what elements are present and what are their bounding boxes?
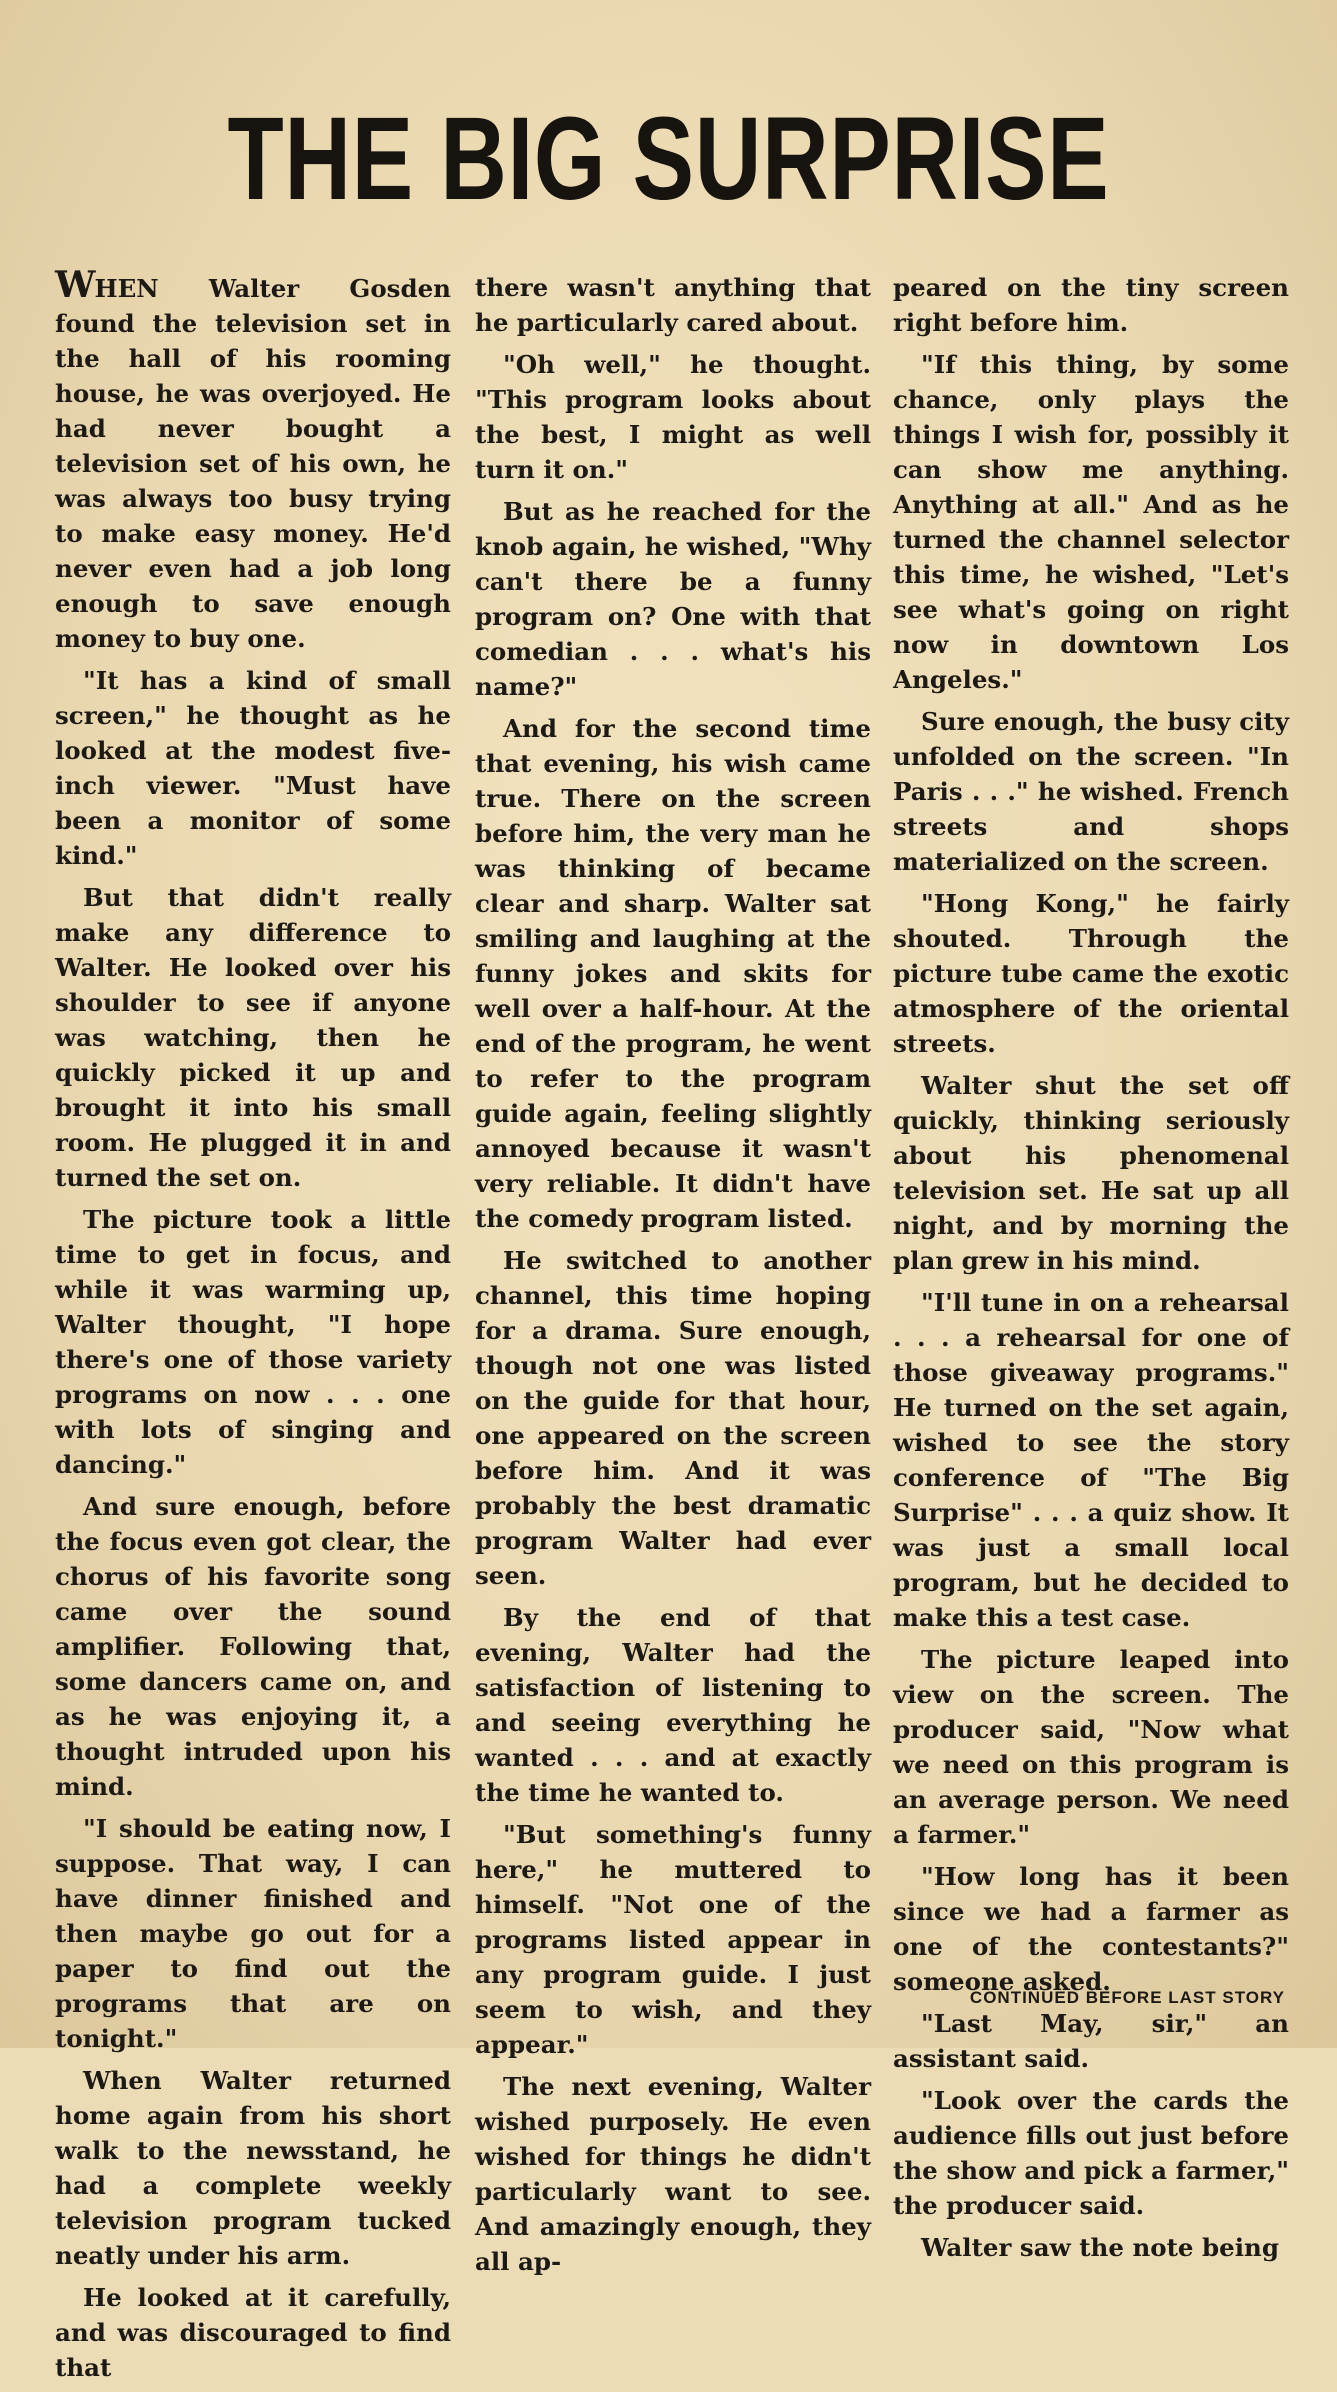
paragraph: WHEN Walter Gosden found the television set in the hall of his rooming house, he was overjoyed. He had never bought a television set of his own, he was always too busy trying to make easy money. He'd never even had a job long enough to save enough money to buy one.: [55, 264, 451, 653]
paragraph: "But something's funny here," he muttered to himself. "Not one of the programs listed appear in any program guide. I just seem to wish, and they appear.": [475, 1820, 871, 2059]
paragraph: "Oh well," he thought. "This program looks about the best, I might as well turn it on.": [475, 350, 871, 484]
paragraph: "It has a kind of small screen," he thought as he looked at the modest five-inch viewer. "Must have been a monitor of some kind.": [55, 666, 451, 870]
text-column-1: [55, 264, 451, 2392]
paragraph: "If this thing, by some chance, only plays the things I wish for, possibly it can show me anything. Anything at all." And as he turned the channel selector this time, he wished, "Let's see what's going on right now in downtown Los Angeles.": [893, 350, 1289, 694]
paragraph: Sure enough, the busy city unfolded on the screen. "In Paris . . ." he wished. French streets and shops materialized on the screen.: [893, 707, 1289, 876]
continuation-note: CONTINUED BEFORE LAST STORY: [969, 1988, 1285, 2007]
paragraph: The picture took a little time to get in focus, and while it was warming up, Walter thought, "I hope there's one of those variety programs on now . . . one with lots of singing and dancing.": [55, 1205, 451, 1479]
text-column-2: [475, 270, 871, 2286]
text-column-3: [893, 270, 1289, 2272]
paragraph: "I should be eating now, I suppose. That way, I can have dinner finished and then maybe go out for a paper to find out the programs that are on tonight.": [55, 1814, 451, 2053]
paragraph: But that didn't really make any difference to Walter. He looked over his shoulder to see if anyone was watching, then he quickly picked it up and brought it into his small room. He plugged it in and turned the set on.: [55, 883, 451, 1192]
paragraph: The next evening, Walter wished purposely. He even wished for things he didn't particularly want to see. And amazingly enough, they all ap-: [475, 2072, 871, 2276]
paragraph: He switched to another channel, this time hoping for a drama. Sure enough, though not one was listed on the guide for that hour, one appeared on the screen before him. And it was probably the best dramatic program Walter had ever seen.: [475, 1246, 871, 1590]
paragraph: "Last May, sir," an assistant said.: [893, 2009, 1289, 2073]
paragraph: He looked at it carefully, and was discouraged to find that: [55, 2283, 451, 2382]
paragraph: But as he reached for the knob again, he wished, "Why can't there be a funny program on? One with that comedian . . . what's his name?": [475, 497, 871, 701]
paragraph: By the end of that evening, Walter had the satisfaction of listening to and seeing everything he wanted . . . and at exactly the time he wanted to.: [475, 1603, 871, 1807]
paragraph: "How long has it been since we had a farmer as one of the contestants?" someone asked.: [893, 1862, 1289, 1996]
paragraph: And for the second time that evening, his wish came true. There on the screen before him, the very man he was thinking of became clear and sharp. Walter sat smiling and laughing at the funny jokes and skits for well over a half-hour. At the end of the program, he went to refer to the program guide again, feeling slightly annoyed because it wasn't very reliable. It didn't have the comedy program listed.: [475, 714, 871, 1233]
paragraph: When Walter returned home again from his short walk to the newsstand, he had a complete weekly television program tucked neatly under his arm.: [55, 2066, 451, 2270]
paragraph: "I'll tune in on a rehearsal . . . a rehearsal for one of those giveaway programs." He turned on the set again, wished to see the story conference of "The Big Surprise" . . . a quiz show. It was just a small local program, but he decided to make this a test case.: [893, 1288, 1289, 1632]
paragraph: Walter shut the set off quickly, thinking seriously about his phenomenal television set. He sat up all night, and by morning the plan grew in his mind.: [893, 1071, 1289, 1275]
paragraph: Walter saw the note being: [921, 2233, 1280, 2262]
paragraph: "Look over the cards the audience fills out just before the show and pick a farmer," the producer said.: [893, 2086, 1289, 2220]
paragraph: peared on the tiny screen right before him.: [893, 273, 1289, 337]
drop-cap: W: [55, 264, 95, 306]
paragraph: The picture leaped into view on the screen. The producer said, "Now what we need on this program is an average person. We need a farmer.": [893, 1645, 1289, 1849]
paragraph: "Hong Kong," he fairly shouted. Through the picture tube came the exotic atmosphere of the oriental streets.: [893, 889, 1289, 1058]
paragraph: there wasn't anything that he particularly cared about.: [475, 273, 871, 337]
story-title: THE BIG SURPRISE: [227, 93, 1110, 225]
paragraph: And sure enough, before the focus even got clear, the chorus of his favorite song came over the sound amplifier. Following that, some dancers came on, and as he was enjoying it, a thought intruded upon his mind.: [55, 1492, 451, 1801]
